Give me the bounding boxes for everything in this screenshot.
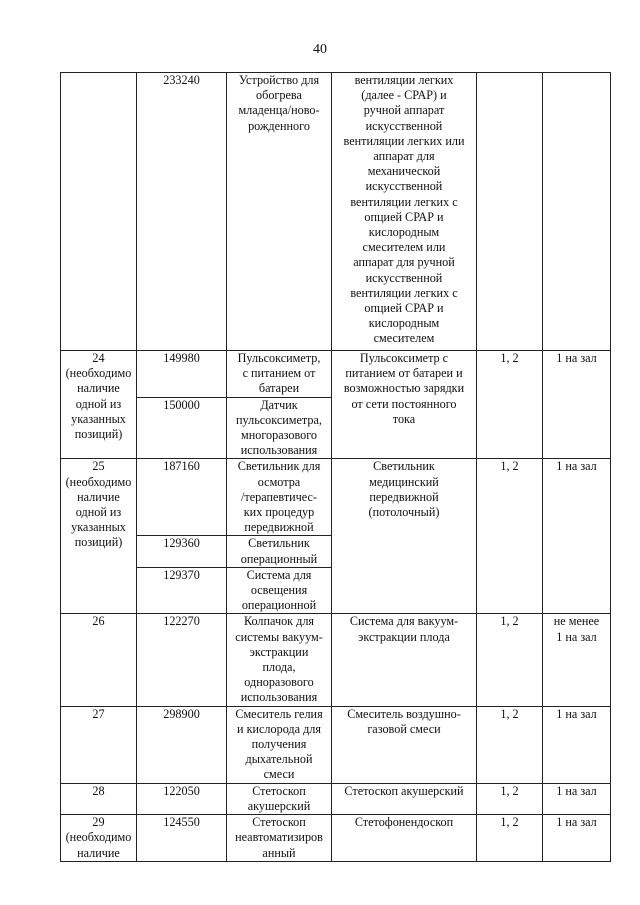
- code-cell: 129370: [137, 567, 227, 614]
- table-row: [61, 351, 611, 398]
- table-row: [61, 815, 611, 862]
- equipment-cell: Система для вакуум- экстракции плода: [332, 614, 477, 706]
- code-cell: 122050: [137, 783, 227, 814]
- equipment-cell: вентиляции легких (далее - СРАР) и ручной аппарат искусственной вентиляции легких или аппарат для механической искусственной вентиляции легких с опцией СРАР и кислородным смесителем или аппарат для ручной искусственной вентиляции легких с опцией СРАР и кислородным смесителем: [332, 73, 477, 351]
- code-cell: 233240: [137, 73, 227, 351]
- quantity-cell: 1 на зал: [543, 706, 611, 783]
- equipment-cell: Светильник медицинский передвижной (потолочный): [332, 459, 477, 614]
- level-cell: 1, 2: [477, 351, 543, 459]
- code-cell: 129360: [137, 536, 227, 567]
- table-row: [61, 614, 611, 706]
- name-cell: Стетоскоп акушерский: [227, 783, 332, 814]
- equipment-cell: Стетоскоп акушерский: [332, 783, 477, 814]
- quantity-cell: не менее 1 на зал: [543, 614, 611, 706]
- name-cell: Светильник для осмотра /терапевтичес- ких процедур передвижной: [227, 459, 332, 536]
- level-cell: 1, 2: [477, 815, 543, 862]
- quantity-cell: 1 на зал: [543, 783, 611, 814]
- item-number-cell: [61, 73, 137, 351]
- name-cell: Устройство для обогрева младенца/ново- рожденного: [227, 73, 332, 351]
- quantity-cell: 1 на зал: [543, 459, 611, 614]
- equipment-cell: Смеситель воздушно- газовой смеси: [332, 706, 477, 783]
- code-cell: 122270: [137, 614, 227, 706]
- page-number: 40: [313, 42, 327, 57]
- name-cell: Светильник операционный: [227, 536, 332, 567]
- name-cell: Смеситель гелия и кислорода для получения дыхательной смеси: [227, 706, 332, 783]
- table-row: [61, 783, 611, 814]
- table-row: [61, 73, 611, 351]
- item-number-cell: 24 (необходимо наличие одной из указанных позиций): [61, 351, 137, 459]
- table-row: [61, 459, 611, 536]
- item-number-cell: 29 (необходимо наличие: [61, 815, 137, 862]
- code-cell: 298900: [137, 706, 227, 783]
- level-cell: 1, 2: [477, 614, 543, 706]
- equipment-table: [60, 72, 611, 862]
- code-cell: 124550: [137, 815, 227, 862]
- code-cell: 187160: [137, 459, 227, 536]
- name-cell: Колпачок для системы вакуум- экстракции плода, одноразового использования: [227, 614, 332, 706]
- equipment-cell: Пульсоксиметр с питанием от батареи и возможностью зарядки от сети постоянного тока: [332, 351, 477, 459]
- code-cell: 150000: [137, 397, 227, 459]
- equipment-cell: Стетофонендоскоп: [332, 815, 477, 862]
- level-cell: 1, 2: [477, 706, 543, 783]
- name-cell: Стетоскоп неавтоматизиров анный: [227, 815, 332, 862]
- name-cell: Пульсоксиметр, с питанием от батареи: [227, 351, 332, 398]
- table-row: [61, 706, 611, 783]
- name-cell: Система для освещения операционной: [227, 567, 332, 614]
- level-cell: 1, 2: [477, 783, 543, 814]
- quantity-cell: 1 на зал: [543, 351, 611, 459]
- item-number-cell: 25 (необходимо наличие одной из указанных позиций): [61, 459, 137, 614]
- level-cell: 1, 2: [477, 459, 543, 614]
- quantity-cell: [543, 73, 611, 351]
- item-number-cell: 26: [61, 614, 137, 706]
- item-number-cell: 27: [61, 706, 137, 783]
- quantity-cell: 1 на зал: [543, 815, 611, 862]
- item-number-cell: 28: [61, 783, 137, 814]
- name-cell: Датчик пульсоксиметра, многоразового использования: [227, 397, 332, 459]
- code-cell: 149980: [137, 351, 227, 398]
- level-cell: [477, 73, 543, 351]
